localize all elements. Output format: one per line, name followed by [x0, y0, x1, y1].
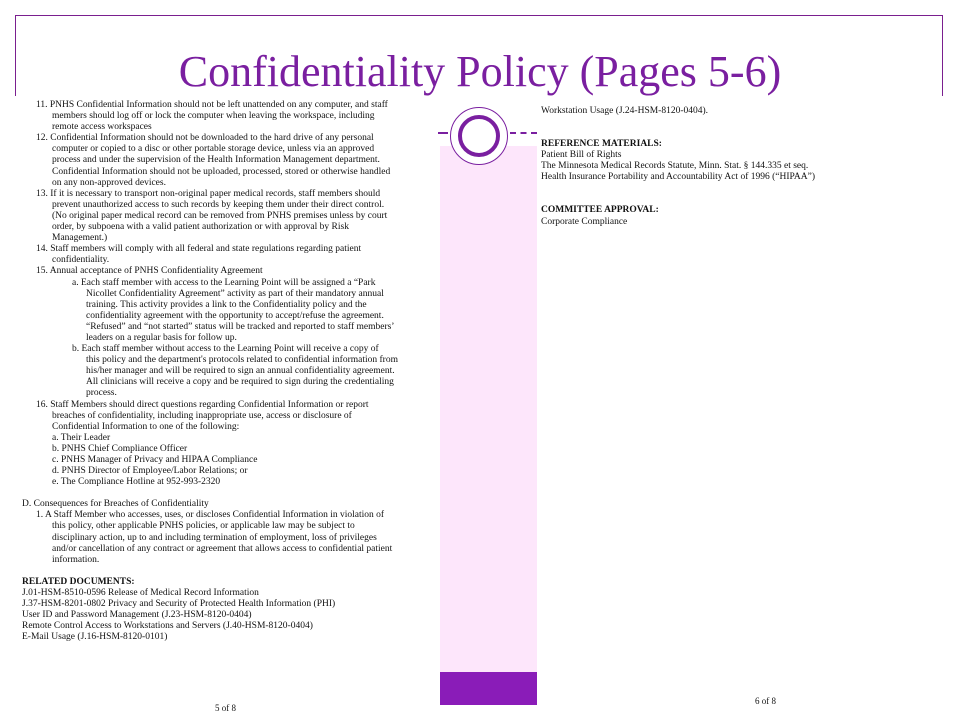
text-line: b. Each staff member without access to the Learning Point will receive a copy of	[72, 344, 379, 355]
text-line: E-Mail Usage (J.16-HSM-8120-0101)	[22, 632, 168, 643]
text-line: Management.)	[52, 233, 108, 244]
ring-ornament-icon	[458, 115, 500, 157]
text-line: (No original paper medical record can be removed from PNHS premises unless by court	[52, 210, 388, 221]
text-line: Health Insurance Portability and Accountability Act of 1996 (“HIPAA”)	[541, 172, 816, 183]
text-line: 12. Confidential Information should not be downloaded to the hard drive of any personal	[36, 133, 374, 144]
text-line: process and under the supervision of the Health Information Management department.	[52, 155, 380, 166]
text-line: computer or copied to a disc or other portable storage device, unless via an approved	[52, 144, 375, 155]
text-line: RELATED DOCUMENTS:	[22, 576, 135, 587]
text-line: information.	[52, 554, 100, 565]
text-line: 11. PNHS Confidential Information should not be left unattended on any computer, and staff	[36, 100, 388, 110]
page-5-text	[22, 100, 398, 643]
center-divider-strip	[440, 146, 537, 672]
text-line: 15. Annual acceptance of PNHS Confidentiality Agreement	[36, 266, 263, 277]
blank-line	[541, 194, 815, 205]
page-6-number: 6 of 8	[755, 696, 776, 706]
text-line: 16. Staff Members should direct questions regarding Confidential Information or report	[36, 399, 369, 410]
text-line: and/or cancellation of any contract or agreement that allows access to confidential patient	[52, 543, 393, 554]
text-line: e. The Compliance Hotline at 952-993-2320	[52, 477, 221, 488]
center-divider-bar	[440, 672, 537, 705]
text-line: process.	[86, 388, 117, 399]
text-line: his/her manager and will be required to sign an annual confidentiality agreement.	[86, 366, 395, 377]
dashed-rule-right	[510, 132, 537, 134]
text-line: Confidential Information should not be uploaded, processed, stored or otherwise handled	[52, 166, 391, 177]
text-line: J.37-HSM-8201-0802 Privacy and Security of Protected Health Information (PHI)	[22, 599, 336, 610]
blank-line	[22, 566, 398, 577]
blank-line	[541, 183, 815, 194]
text-line: leaders on a regular basis for follow up.	[86, 332, 237, 343]
text-line: D. Consequences for Breaches of Confidentiality	[22, 499, 209, 510]
text-line: Nicollet Confidentiality Agreement” activity as part of their mandatory annual	[86, 288, 384, 299]
dashed-rule-left	[438, 132, 448, 134]
text-line: Corporate Compliance	[541, 216, 628, 227]
blank-line	[541, 117, 815, 128]
slide-title: Confidentiality Policy (Pages 5-6)	[178, 47, 782, 96]
text-line: remote access workspaces	[52, 122, 152, 133]
text-line: breaches of confidentiality, including inappropriate use, access or disclosure of	[52, 410, 352, 421]
text-line: a. Their Leader	[52, 432, 111, 443]
text-line: c. PNHS Manager of Privacy and HIPAA Compliance	[52, 455, 258, 465]
text-line: confidentiality.	[52, 255, 110, 266]
text-line: confidentiality agreement with the opportunity to accept/refuse the agreement.	[86, 310, 384, 321]
text-line: 14. Staff members will comply with all federal and state regulations regarding patient	[36, 244, 362, 255]
text-line: 1. A Staff Member who accesses, uses, or discloses Confidential Information in violation of	[36, 510, 385, 521]
text-line: Workstation Usage (J.24-HSM-8120-0404).	[541, 106, 709, 116]
text-line: this policy, other applicable PNHS policies, or applicable law may be subject to	[52, 521, 355, 532]
blank-line	[541, 128, 815, 139]
text-line: J.01-HSM-8510-0596 Release of Medical Record Information	[22, 587, 259, 598]
text-line: Patient Bill of Rights	[541, 150, 622, 161]
page-5-number: 5 of 8	[215, 703, 236, 713]
text-line: prevent unauthorized access to such records by keeping them under their direct control.	[52, 199, 385, 210]
text-line: this policy and the department's protocols related to confidential information from	[86, 355, 398, 366]
text-line: a. Each staff member with access to the Learning Point will be assigned a “Park	[72, 277, 376, 288]
page-6-text	[541, 106, 815, 228]
text-line: User ID and Password Management (J.23-HSM-8120-0404)	[22, 610, 252, 621]
text-line: b. PNHS Chief Compliance Officer	[52, 443, 188, 454]
text-line: training. This activity provides a link to the Confidentiality policy and the	[86, 299, 367, 310]
text-line: order, by subpoena with a valid patient authorization or with approval by Risk	[52, 222, 349, 233]
text-line: d. PNHS Director of Employee/Labor Relations; or	[52, 466, 248, 477]
text-line: The Minnesota Medical Records Statute, Minn. Stat. § 144.335 et seq.	[541, 161, 809, 172]
text-line: members should log off or lock the computer when leaving the workspace, including	[52, 111, 375, 122]
text-line: Confidential Information to one of the following:	[52, 421, 240, 432]
text-line: on any non-approved devices.	[52, 177, 166, 188]
text-line: REFERENCE MATERIALS:	[541, 139, 662, 150]
text-line: 13. If it is necessary to transport non-original paper medical records, staff members should	[36, 188, 381, 199]
text-line: disciplinary action, up to and including termination of employment, loss of privileges	[52, 532, 377, 543]
text-line: “Refused” and “not started” status will be tracked and reported to staff members’	[86, 321, 395, 332]
text-line: COMMITTEE APPROVAL:	[541, 205, 659, 216]
text-line: Remote Control Access to Workstations and Servers (J.40-HSM-8120-0404)	[22, 621, 313, 632]
blank-line	[22, 488, 398, 499]
text-line: All clinicians will receive a copy and be required to sign during the credentialing	[86, 377, 394, 388]
